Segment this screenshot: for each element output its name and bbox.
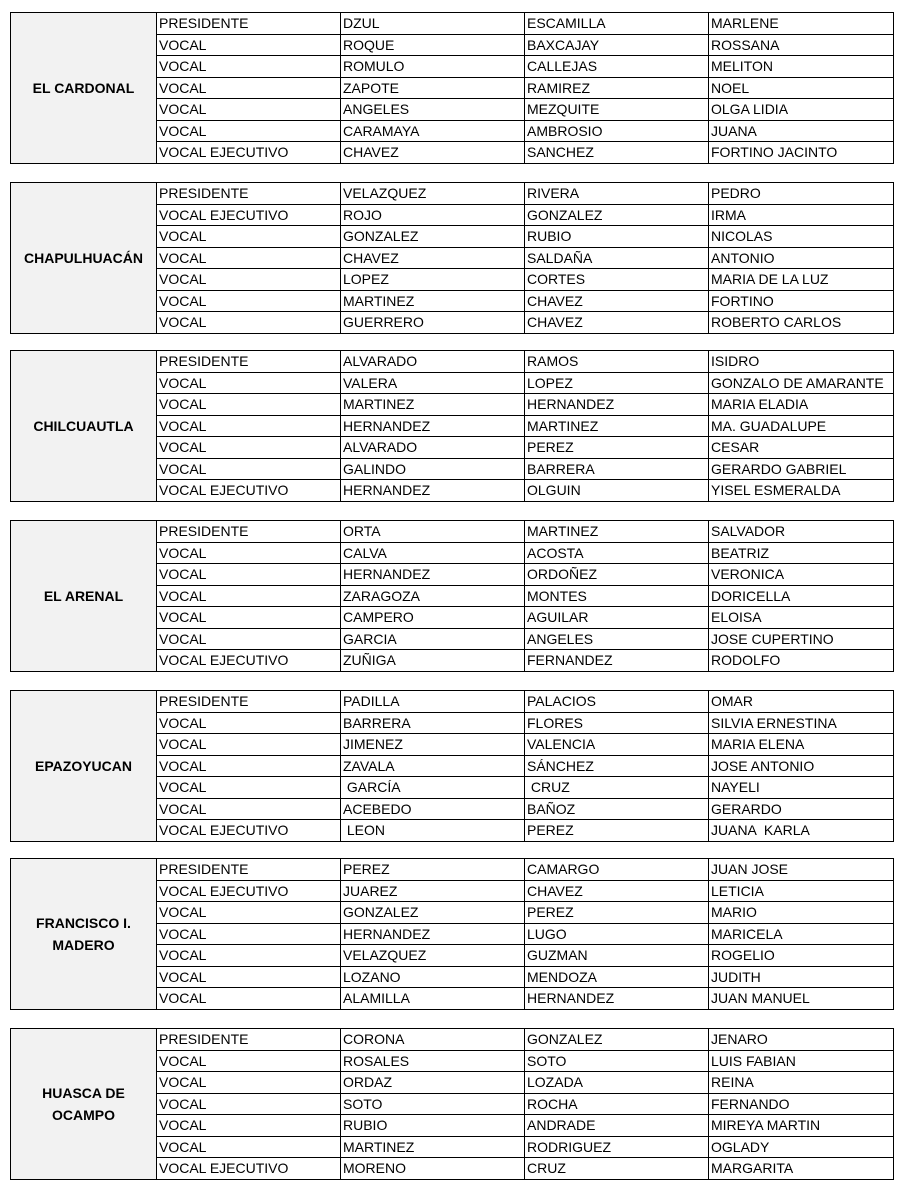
member-position: PRESIDENTE [157,13,341,34]
member-given-names: FORTINO [711,292,774,309]
member-position: VOCAL [157,416,341,437]
member-rows [157,183,893,333]
member-given-names: MIREYA MARTIN [711,1117,821,1134]
member-maternal-surname: RODRIGUEZ [525,1137,709,1158]
member-given-names: SILVIA ERNESTINA [711,714,837,731]
member-given-names: JENARO [711,1031,768,1047]
member-maternal-surname: CHAVEZ [525,291,709,312]
member-given-names: JUDITH [711,968,761,985]
member-given-names: MARIA DE LA LUZ [711,271,829,288]
table-row [157,902,893,924]
member-paternal-surname: CALVA [341,543,525,564]
municipality-name: FRANCISCO I. MADERO [11,859,157,1009]
table-row [157,629,893,651]
table-row [157,56,893,78]
member-paternal-surname: CORONA [341,1029,525,1050]
member-paternal-surname: ZAPOTE [341,78,525,99]
member-given-names: MELITON [711,58,773,75]
member-position: VOCAL [157,291,341,312]
member-rows [157,13,893,163]
member-paternal-surname: JIMENEZ [341,734,525,755]
table-row [157,35,893,57]
table-row [157,881,893,903]
member-paternal-surname: JUAREZ [341,881,525,902]
member-given-names: ELOISA [711,609,762,626]
municipality-name: HUASCA DE OCAMPO [11,1029,157,1179]
member-maternal-surname: RIVERA [525,183,709,204]
table-row [157,859,893,881]
member-paternal-surname: MORENO [341,1158,525,1179]
member-maternal-surname: GONZALEZ [525,205,709,226]
member-paternal-surname: LOPEZ [341,269,525,290]
member-position: VOCAL [157,1094,341,1115]
member-given-names: ISIDRO [711,353,760,369]
member-position: VOCAL [157,121,341,142]
member-position: PRESIDENTE [157,691,341,712]
member-position: PRESIDENTE [157,183,341,204]
member-maternal-surname: MARTINEZ [525,521,709,542]
member-given-names: JOSE CUPERTINO [711,630,834,647]
member-maternal-surname: RUBIO [525,226,709,247]
table-row [157,1072,893,1094]
table-row [157,564,893,586]
member-maternal-surname: HERNANDEZ [525,988,709,1009]
member-maternal-surname: LOPEZ [525,373,709,394]
member-given-names: OLGA LIDIA [711,101,789,118]
member-maternal-surname: PEREZ [525,437,709,458]
table-row [157,945,893,967]
member-maternal-surname: CHAVEZ [525,312,709,333]
table-row [157,437,893,459]
member-paternal-surname: GARCÍA [341,777,525,798]
member-given-names: YISEL ESMERALDA [711,482,841,499]
member-given-names: NAYELI [711,779,760,796]
member-given-names: GONZALO DE AMARANTE [711,374,884,391]
member-rows [157,691,893,841]
member-maternal-surname: RAMOS [525,351,709,372]
member-position: VOCAL [157,1137,341,1158]
municipality-name: EL ARENAL [11,521,157,671]
member-position: VOCAL [157,607,341,628]
member-given-names: PEDRO [711,185,761,201]
table-row [157,78,893,100]
table-row [157,121,893,143]
member-maternal-surname: BARRERA [525,459,709,480]
member-position: VOCAL [157,629,341,650]
member-maternal-surname: MONTES [525,586,709,607]
member-given-names: MA. GUADALUPE [711,417,827,434]
table-row [157,1094,893,1116]
municipality-block [10,12,894,164]
member-position: VOCAL [157,756,341,777]
member-maternal-surname: MENDOZA [525,967,709,988]
table-row [157,269,893,291]
municipality-block [10,182,894,334]
member-maternal-surname: ANDRADE [525,1115,709,1136]
member-given-names: MARLENE [711,15,779,31]
member-position: VOCAL [157,394,341,415]
member-position: PRESIDENTE [157,859,341,880]
member-rows [157,859,893,1009]
member-given-names: FERNANDO [711,1095,790,1112]
member-given-names: JUANA KARLA [711,822,810,839]
member-maternal-surname: SOTO [525,1051,709,1072]
table-row [157,734,893,756]
table-row [157,13,893,35]
member-maternal-surname: ROCHA [525,1094,709,1115]
member-position: VOCAL [157,1072,341,1093]
member-maternal-surname: PALACIOS [525,691,709,712]
member-maternal-surname: CALLEJAS [525,56,709,77]
member-paternal-surname: ZARAGOZA [341,586,525,607]
member-position: VOCAL [157,988,341,1009]
member-given-names: JUANA [711,122,757,139]
member-paternal-surname: RUBIO [341,1115,525,1136]
member-maternal-surname: CHAVEZ [525,881,709,902]
table-row [157,820,893,841]
member-paternal-surname: HERNANDEZ [341,564,525,585]
member-given-names: REINA [711,1074,754,1091]
member-given-names: MARGARITA [711,1160,794,1177]
member-maternal-surname: GUZMAN [525,945,709,966]
member-given-names: OMAR [711,693,753,709]
member-paternal-surname: SOTO [341,1094,525,1115]
member-maternal-surname: MEZQUITE [525,99,709,120]
member-given-names: JOSE ANTONIO [711,757,815,774]
member-maternal-surname: MARTINEZ [525,416,709,437]
member-given-names: NOEL [711,79,750,96]
municipality-name: EPAZOYUCAN [11,691,157,841]
member-maternal-surname: OLGUIN [525,480,709,501]
member-paternal-surname: GONZALEZ [341,902,525,923]
member-maternal-surname: ESCAMILLA [525,13,709,34]
member-position: VOCAL [157,902,341,923]
member-position: VOCAL [157,799,341,820]
member-paternal-surname: ALVARADO [341,437,525,458]
member-given-names: OGLADY [711,1138,770,1155]
table-row [157,586,893,608]
member-position: VOCAL [157,586,341,607]
table-row [157,1115,893,1137]
table-row [157,521,893,543]
member-given-names: MARIO [711,904,757,921]
table-row [157,351,893,373]
table-row [157,183,893,205]
member-given-names: MARIA ELADIA [711,396,809,413]
member-maternal-surname: BAXCAJAY [525,35,709,56]
member-position: VOCAL [157,1051,341,1072]
member-position: VOCAL EJECUTIVO [157,142,341,163]
table-row [157,607,893,629]
table-row [157,777,893,799]
member-paternal-surname: ZAVALA [341,756,525,777]
member-paternal-surname: VELAZQUEZ [341,945,525,966]
member-position: PRESIDENTE [157,1029,341,1050]
table-row [157,1137,893,1159]
member-maternal-surname: SANCHEZ [525,142,709,163]
member-given-names: LUIS FABIAN [711,1052,796,1069]
member-given-names: NICOLAS [711,228,773,245]
table-row [157,543,893,565]
member-given-names: MARICELA [711,925,783,942]
member-paternal-surname: ANGELES [341,99,525,120]
member-maternal-surname: AGUILAR [525,607,709,628]
member-given-names: VERONICA [711,566,785,583]
member-maternal-surname: SALDAÑA [525,248,709,269]
member-given-names: IRMA [711,206,746,223]
member-paternal-surname: ACEBEDO [341,799,525,820]
member-position: VOCAL [157,248,341,269]
member-given-names: MARIA ELENA [711,736,805,753]
municipality-block [10,690,894,842]
member-position: VOCAL [157,1115,341,1136]
table-row [157,459,893,481]
table-row [157,394,893,416]
municipality-name: CHAPULHUACÁN [11,183,157,333]
member-paternal-surname: ORDAZ [341,1072,525,1093]
table-row [157,1051,893,1073]
member-paternal-surname: DZUL [341,13,525,34]
member-maternal-surname: AMBROSIO [525,121,709,142]
member-maternal-surname: CAMARGO [525,859,709,880]
member-position: VOCAL EJECUTIVO [157,650,341,671]
member-given-names: RODOLFO [711,652,781,669]
member-position: VOCAL [157,35,341,56]
member-paternal-surname: MARTINEZ [341,1137,525,1158]
member-position: VOCAL [157,713,341,734]
member-position: VOCAL [157,78,341,99]
member-position: VOCAL [157,734,341,755]
member-rows [157,521,893,671]
table-row [157,312,893,333]
member-position: VOCAL [157,56,341,77]
member-maternal-surname: CRUZ [525,777,709,798]
member-given-names: GERARDO GABRIEL [711,460,847,477]
table-row [157,480,893,501]
member-position: VOCAL EJECUTIVO [157,480,341,501]
municipality-name: CHILCUAUTLA [11,351,157,501]
member-paternal-surname: HERNANDEZ [341,924,525,945]
member-position: VOCAL EJECUTIVO [157,205,341,226]
member-paternal-surname: BARRERA [341,713,525,734]
member-given-names: JUAN JOSE [711,861,789,877]
member-position: VOCAL EJECUTIVO [157,881,341,902]
member-given-names: ROBERTO CARLOS [711,314,842,331]
member-given-names: CESAR [711,439,760,456]
member-position: VOCAL [157,967,341,988]
member-paternal-surname: ALAMILLA [341,988,525,1009]
member-paternal-surname: ROMULO [341,56,525,77]
member-given-names: SALVADOR [711,523,786,539]
member-paternal-surname: CHAVEZ [341,248,525,269]
member-paternal-surname: HERNANDEZ [341,416,525,437]
member-paternal-surname: CARAMAYA [341,121,525,142]
table-row [157,713,893,735]
member-position: VOCAL EJECUTIVO [157,820,341,841]
municipality-block [10,350,894,502]
member-maternal-surname: CRUZ [525,1158,709,1179]
member-paternal-surname: VALERA [341,373,525,394]
member-paternal-surname: VELAZQUEZ [341,183,525,204]
member-paternal-surname: PADILLA [341,691,525,712]
table-row [157,99,893,121]
member-given-names: ANTONIO [711,249,775,266]
member-paternal-surname: GARCIA [341,629,525,650]
member-position: VOCAL [157,945,341,966]
member-maternal-surname: PEREZ [525,820,709,841]
table-row [157,988,893,1009]
member-position: VOCAL [157,459,341,480]
table-row [157,650,893,671]
member-maternal-surname: LUGO [525,924,709,945]
member-maternal-surname: VALENCIA [525,734,709,755]
member-maternal-surname: ANGELES [525,629,709,650]
municipality-name: EL CARDONAL [11,13,157,163]
member-position: PRESIDENTE [157,351,341,372]
table-row [157,226,893,248]
member-paternal-surname: MARTINEZ [341,291,525,312]
table-row [157,248,893,270]
member-paternal-surname: LEON [341,820,525,841]
member-paternal-surname: ZUÑIGA [341,650,525,671]
municipality-block [10,858,894,1010]
member-position: VOCAL [157,269,341,290]
member-position: PRESIDENTE [157,521,341,542]
member-maternal-surname: CORTES [525,269,709,290]
table-row [157,373,893,395]
member-paternal-surname: ROSALES [341,1051,525,1072]
member-paternal-surname: ORTA [341,521,525,542]
table-row [157,291,893,313]
member-paternal-surname: CHAVEZ [341,142,525,163]
member-maternal-surname: FERNANDEZ [525,650,709,671]
member-given-names: ROSSANA [711,36,780,53]
member-rows [157,1029,893,1179]
member-position: VOCAL [157,777,341,798]
member-position: VOCAL [157,543,341,564]
member-maternal-surname: LOZADA [525,1072,709,1093]
member-maternal-surname: SÁNCHEZ [525,756,709,777]
member-maternal-surname: HERNANDEZ [525,394,709,415]
member-maternal-surname: BAÑOZ [525,799,709,820]
member-position: VOCAL EJECUTIVO [157,1158,341,1179]
member-position: VOCAL [157,373,341,394]
member-maternal-surname: FLORES [525,713,709,734]
member-given-names: ROGELIO [711,947,775,964]
member-given-names: GERARDO [711,800,782,817]
table-row [157,924,893,946]
member-position: VOCAL [157,226,341,247]
member-paternal-surname: LOZANO [341,967,525,988]
member-maternal-surname: PEREZ [525,902,709,923]
member-paternal-surname: GONZALEZ [341,226,525,247]
member-paternal-surname: GUERRERO [341,312,525,333]
member-position: VOCAL [157,564,341,585]
member-given-names: BEATRIZ [711,544,770,561]
member-paternal-surname: ROJO [341,205,525,226]
member-paternal-surname: MARTINEZ [341,394,525,415]
municipality-block [10,1028,894,1180]
member-given-names: DORICELLA [711,587,791,604]
member-position: VOCAL [157,312,341,333]
member-paternal-surname: HERNANDEZ [341,480,525,501]
member-paternal-surname: ALVARADO [341,351,525,372]
member-paternal-surname: PEREZ [341,859,525,880]
member-maternal-surname: GONZALEZ [525,1029,709,1050]
table-row [157,205,893,227]
table-row [157,756,893,778]
member-given-names: FORTINO JACINTO [711,144,838,161]
member-given-names: JUAN MANUEL [711,990,810,1007]
member-maternal-surname: ORDOÑEZ [525,564,709,585]
member-paternal-surname: CAMPERO [341,607,525,628]
member-rows [157,351,893,501]
municipality-block [10,520,894,672]
member-maternal-surname: RAMIREZ [525,78,709,99]
table-row [157,691,893,713]
table-row [157,1029,893,1051]
member-paternal-surname: GALINDO [341,459,525,480]
member-paternal-surname: ROQUE [341,35,525,56]
table-row [157,799,893,821]
table-row [157,416,893,438]
member-maternal-surname: ACOSTA [525,543,709,564]
member-position: VOCAL [157,437,341,458]
table-row [157,1158,893,1179]
member-given-names: LETICIA [711,882,764,899]
table-row [157,967,893,989]
member-position: VOCAL [157,99,341,120]
member-position: VOCAL [157,924,341,945]
table-row [157,142,893,163]
